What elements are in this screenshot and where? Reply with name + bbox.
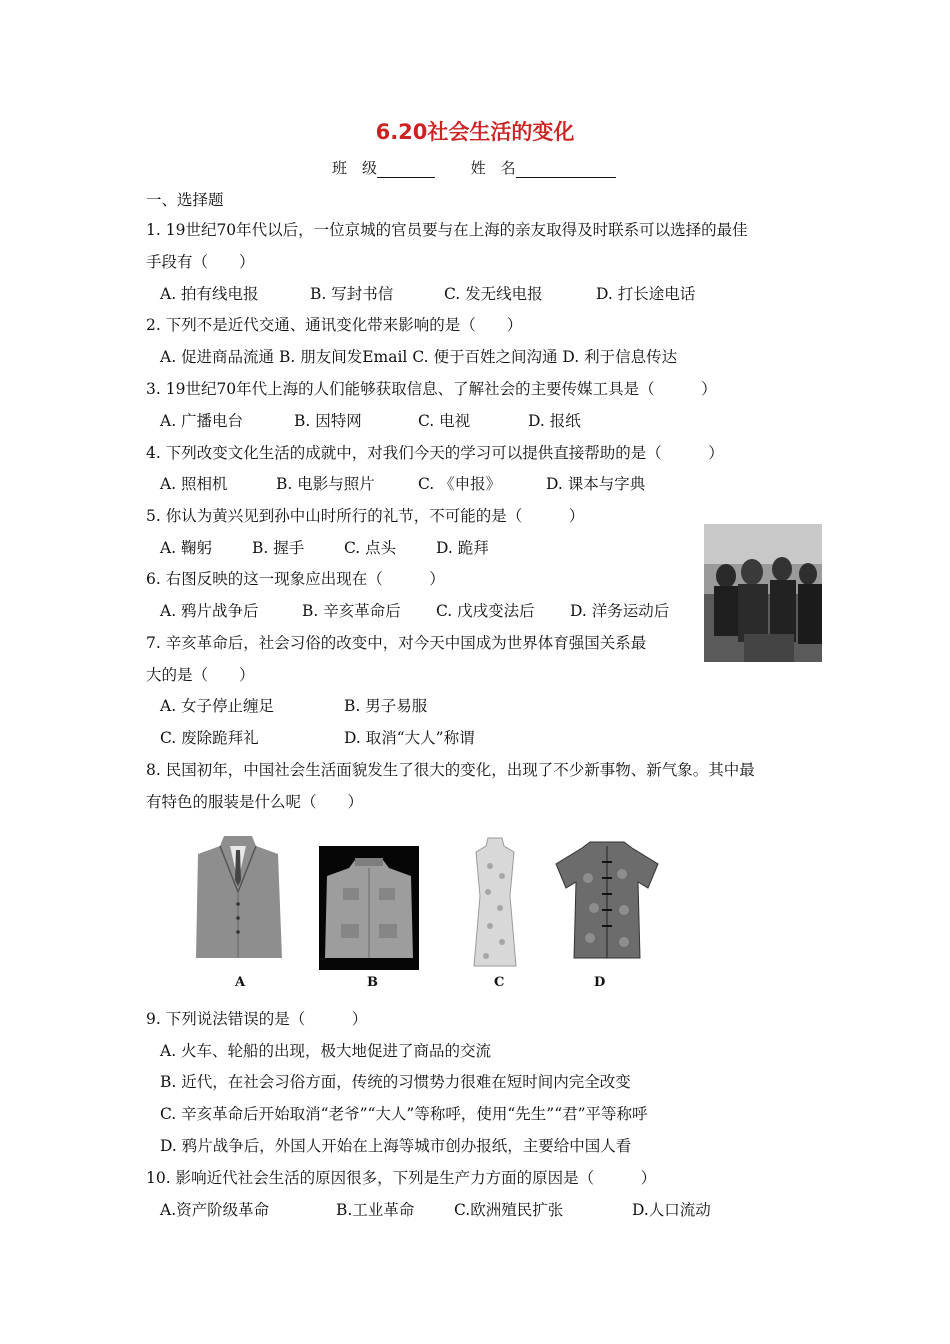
q10-option-c: C.欧洲殖民扩张 bbox=[454, 1201, 564, 1219]
q7-option-a: A. 女子停止缠足 bbox=[160, 697, 275, 715]
caption-d: D bbox=[594, 975, 606, 990]
q1-option-d: D. 打长途电话 bbox=[596, 285, 696, 303]
q7-option-c: C. 废除跪拜礼 bbox=[160, 729, 259, 747]
q5-option-b: B. 握手 bbox=[252, 539, 305, 557]
q7-option-b: B. 男子易服 bbox=[344, 697, 428, 715]
q9-option-c: C. 辛亥革命后开始取消“老爷”“大人”等称呼，使用“先生”“君”平等称呼 bbox=[160, 1105, 648, 1123]
zhongshan-suit-image bbox=[319, 846, 419, 970]
page-title: 6.20社会生活的变化 bbox=[375, 120, 575, 144]
q10-option-a: A.资产阶级革命 bbox=[160, 1201, 270, 1219]
q6-option-c: C. 戊戌变法后 bbox=[436, 602, 535, 620]
suit-jacket-image bbox=[192, 832, 284, 962]
q2-text: 2. 下列不是近代交通、通讯变化带来影响的是（ ） bbox=[146, 316, 523, 334]
q5-option-c: C. 点头 bbox=[344, 539, 397, 557]
caption-c: C bbox=[494, 975, 505, 990]
q4-text: 4. 下列改变文化生活的成就中，对我们今天的学习可以提供直接帮助的是（ ） bbox=[146, 444, 724, 462]
q10-option-b: B.工业革命 bbox=[336, 1201, 415, 1219]
qipao-image bbox=[460, 836, 530, 970]
q1-text-line1: 1. 19世纪70年代以后，一位京城的官员要与在上海的亲友取得及时联系可以选择的最佳 bbox=[146, 221, 748, 239]
q10-option-d: D.人口流动 bbox=[632, 1201, 711, 1219]
q9-option-a: A. 火车、轮船的出现，极大地促进了商品的交流 bbox=[160, 1042, 492, 1060]
student-info bbox=[332, 157, 616, 178]
q5-text: 5. 你认为黄兴见到孙中山时所行的礼节，不可能的是（ ） bbox=[146, 507, 585, 525]
q4-option-c: C. 《申报》 bbox=[418, 475, 502, 493]
q2-options: A. 促进商品流通 B. 朋友间发Email C. 便于百姓之间沟通 D. 利于信息传达 bbox=[160, 348, 678, 366]
q3-text: 3. 19世纪70年代上海的人们能够获取信息、了解社会的主要传媒工具是（ ） bbox=[146, 380, 717, 398]
name-blank bbox=[516, 176, 616, 178]
q1-option-b: B. 写封书信 bbox=[310, 285, 394, 303]
caption-a: A bbox=[235, 975, 246, 990]
q8-text-line1: 8. 民国初年，中国社会生活面貌发生了很大的变化，出现了不少新事物、新气象。其中最 bbox=[146, 761, 755, 779]
q4-option-d: D. 课本与字典 bbox=[546, 475, 646, 493]
q6-option-d: D. 洋务运动后 bbox=[570, 602, 670, 620]
q3-option-a: A. 广播电台 bbox=[160, 412, 244, 430]
caption-b: B bbox=[367, 975, 378, 990]
q10-text: 10. 影响近代社会生活的原因很多，下列是生产力方面的原因是（ ） bbox=[146, 1169, 657, 1187]
q5-option-a: A. 鞠躬 bbox=[160, 539, 213, 557]
class-blank bbox=[377, 176, 435, 178]
q3-option-c: C. 电视 bbox=[418, 412, 471, 430]
q1-option-c: C. 发无线电报 bbox=[444, 285, 543, 303]
q3-option-b: B. 因特网 bbox=[294, 412, 362, 430]
q6-option-a: A. 鸦片战争后 bbox=[160, 602, 259, 620]
q8-text-line2: 有特色的服装是什么呢（ ） bbox=[146, 793, 364, 811]
q1-option-a: A. 拍有线电报 bbox=[160, 285, 259, 303]
q4-option-a: A. 照相机 bbox=[160, 475, 228, 493]
q7-option-d: D. 取消“大人”称谓 bbox=[344, 729, 475, 747]
q7-text-line2: 大的是（ ） bbox=[146, 666, 255, 684]
q5-option-d: D. 跪拜 bbox=[436, 539, 489, 557]
q4-option-b: B. 电影与照片 bbox=[276, 475, 375, 493]
name-label: 姓 名 bbox=[470, 159, 516, 177]
tang-jacket-image bbox=[552, 838, 662, 962]
q9-option-b: B. 近代，在社会习俗方面，传统的习惯势力很难在短时间内完全改变 bbox=[160, 1073, 631, 1091]
historical-photo bbox=[704, 524, 822, 662]
q3-option-d: D. 报纸 bbox=[528, 412, 581, 430]
q7-text-line1: 7. 辛亥革命后，社会习俗的改变中，对今天中国成为世界体育强国关系最 bbox=[146, 634, 647, 652]
q6-option-b: B. 辛亥革命后 bbox=[302, 602, 401, 620]
class-label: 班 级 bbox=[332, 159, 378, 177]
q6-text: 6. 右图反映的这一现象应出现在（ ） bbox=[146, 570, 445, 588]
q9-option-d: D. 鸦片战争后，外国人开始在上海等城市创办报纸，主要给中国人看 bbox=[160, 1137, 632, 1155]
section-heading: 一、选择题 bbox=[146, 191, 224, 209]
q9-text: 9. 下列说法错误的是（ ） bbox=[146, 1010, 368, 1028]
q1-text-line2: 手段有（ ） bbox=[146, 253, 255, 271]
